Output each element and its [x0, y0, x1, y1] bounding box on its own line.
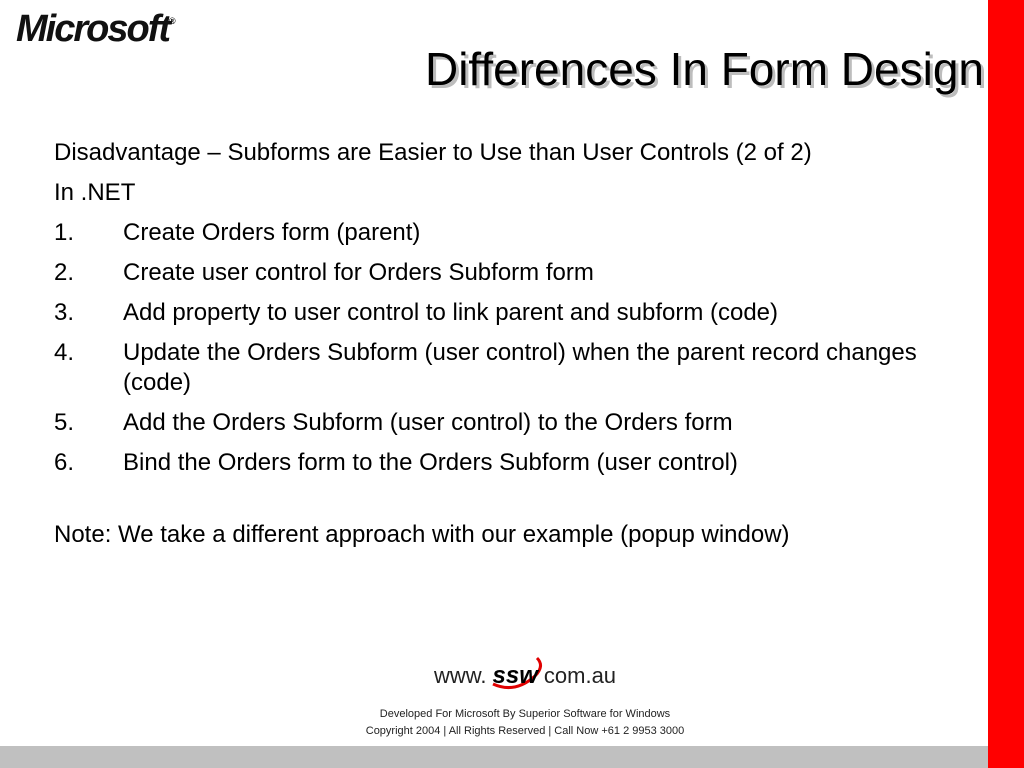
list-item: [54, 218, 964, 248]
note-text: Note: We take a different approach with our example (popup window): [54, 521, 790, 548]
slide-title: Differences In Form Design: [424, 43, 984, 95]
list-number: 3.: [54, 299, 75, 326]
list-text: Create Orders form (parent): [123, 219, 421, 246]
list-item: [54, 448, 964, 478]
intro-text: Disadvantage – Subforms are Easier to Use than User Controls (2 of 2): [54, 139, 812, 166]
logo-text: Microsoft: [16, 8, 169, 50]
footer: [340, 662, 710, 737]
developed-by-text: Developed For Microsoft By Superior Software for Windows: [379, 708, 671, 720]
microsoft-logo: [16, 8, 176, 51]
slide-body: [54, 138, 964, 550]
site-prefix: www.: [433, 663, 487, 688]
list-number: 5.: [54, 409, 75, 436]
list-number: 1.: [54, 219, 75, 246]
list-number: 2.: [54, 259, 75, 286]
list-text: Add the Orders Subform (user control) to the Orders form: [123, 409, 733, 436]
list-text: Bind the Orders form to the Orders Subform (user control): [123, 449, 738, 476]
website-link[interactable]: [340, 662, 710, 690]
site-suffix: com.au: [543, 663, 617, 688]
registered-mark: ®: [169, 16, 176, 26]
list-text: Update the Orders Subform (user control) when the parent record changes (code): [123, 339, 917, 396]
list-number: 6.: [54, 449, 75, 476]
ssw-brand-text: ssw: [492, 662, 538, 689]
list-text: Create user control for Orders Subform form: [123, 259, 594, 286]
list-item: [54, 338, 964, 398]
copyright-text: Copyright 2004 | All Rights Reserved | Call Now +61 2 9953 3000: [365, 725, 685, 737]
context-text: In .NET: [54, 179, 136, 206]
list-number: 4.: [54, 339, 75, 366]
right-accent-bar: [988, 0, 1024, 768]
bottom-band: [0, 746, 988, 768]
list-item: [54, 258, 964, 288]
list-item: [54, 408, 964, 438]
ssw-logo: [489, 662, 542, 690]
list-text: Add property to user control to link parent and subform (code): [123, 299, 779, 326]
list-item: [54, 298, 964, 328]
